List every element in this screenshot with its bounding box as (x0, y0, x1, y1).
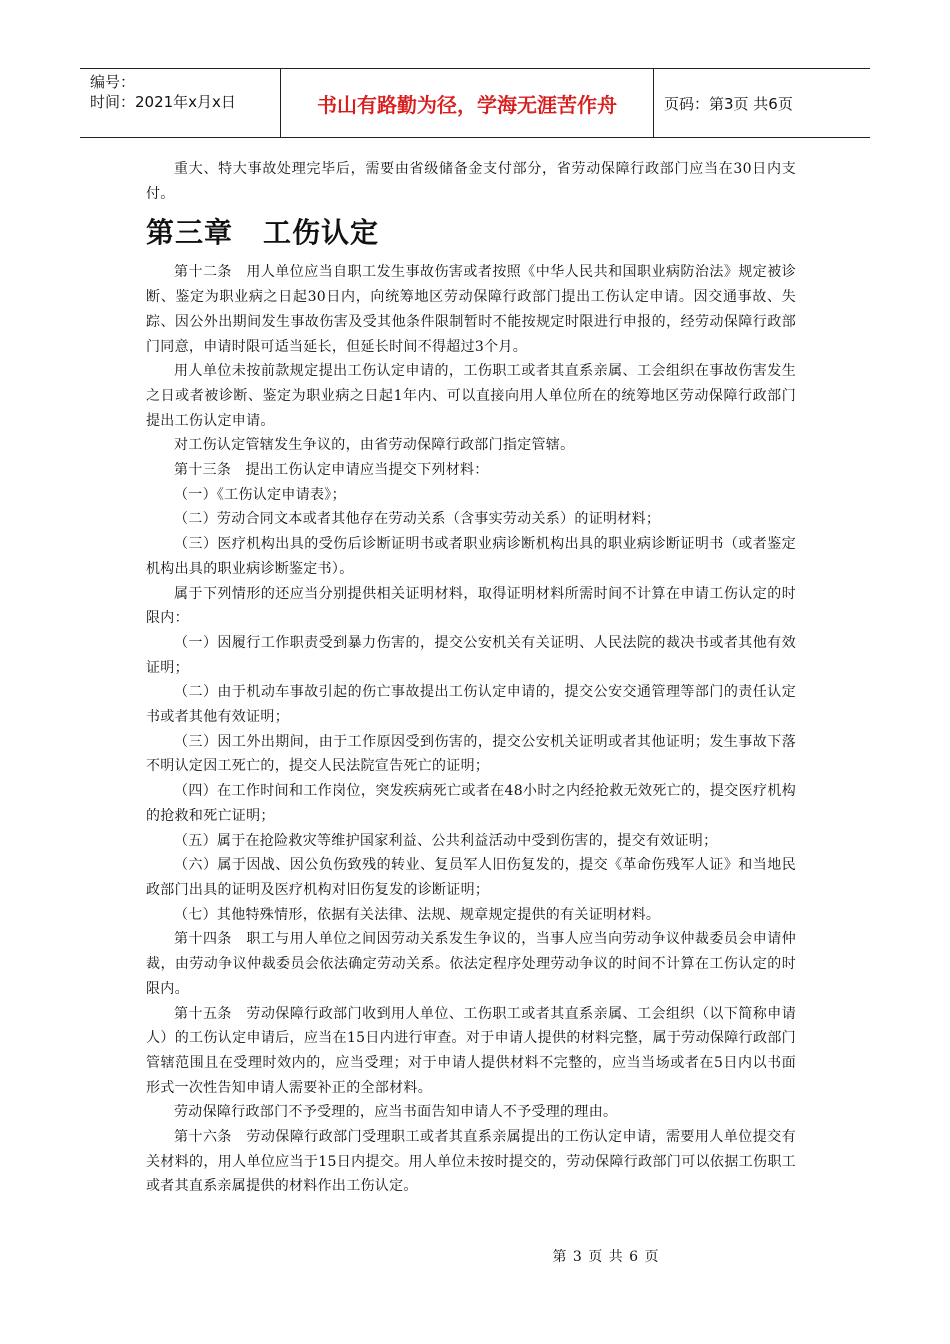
paragraph: （六）属于因战、因公负伤致残的转业、复员军人旧伤复发的，提交《革命伤残军人证》和当地民政部门出具的证明及医疗机构对旧伤复发的诊断证明； (146, 857, 796, 898)
paragraph: 劳动保障行政部门不予受理的，应当书面告知申请人不予受理的理由。 (174, 1104, 618, 1121)
paragraph: （四）在工作时间和工作岗位，突发疾病死亡或者在48小时之内经抢救无效死亡的，提交医疗机构的抢救和死亡证明； (146, 783, 796, 824)
header-meta (80, 69, 281, 137)
paragraph: 第十六条 劳动保障行政部门受理职工或者其直系亲属提出的工伤认定申请，需要用人单位提交有关材料的，用人单位应当于15日内提交。用人单位未按时提交的，劳动保障行政部门可以依据工伤职工或者其直系亲属提供的材料作出工伤认定。 (146, 1129, 796, 1195)
number-label: 编号： (90, 73, 136, 91)
paragraph: 对工伤认定管辖发生争议的，由省劳动保障行政部门指定管辖。 (174, 437, 575, 454)
header-motto: 书山有路勤为径，学海无涯苦作舟 (281, 69, 654, 137)
page-header (80, 68, 870, 138)
paragraph: 第十二条 用人单位应当自职工发生事故伤害或者按照《中华人民共和国职业病防治法》规定被诊断、鉴定为职业病之日起30日内，向统筹地区劳动保障行政部门提出工伤认定申请。因交通事故、失踪、因公外出期间发生事故伤害及受其他条件限制暂时不能按规定时限进行申报的，经劳动保障行政部门同意，申请时限可适当延长，但延长时间不得超过3个月。 (146, 264, 796, 355)
paragraph: 用人单位未按前款规定提出工伤认定申请的，工伤职工或者其直系亲属、工会组织在事故伤害发生之日或者被诊断、鉴定为职业病之日起1年内、可以直接向用人单位所在的统筹地区劳动保障行政部门提出工伤认定申请。 (146, 363, 796, 429)
paragraph: 属于下列情形的还应当分别提供相关证明材料，取得证明材料所需时间不计算在申请工伤认定的时限内： (146, 585, 796, 627)
paragraph: （一）《工伤认定申请表》； (174, 486, 346, 503)
chapter-number: 第三章 (146, 216, 234, 250)
intro-paragraph: 重大、特大事故处理完毕后，需要由省级储备金支付部分，省劳动保障行政部门应当在30日内支付。 (146, 161, 796, 202)
chapter-title: 工伤认定 (263, 216, 380, 250)
paragraph: （二）劳动合同文本或者其他存在劳动关系（含事实劳动关系）的证明材料； (174, 511, 661, 528)
chapter-heading (146, 210, 796, 256)
document-body (146, 157, 796, 1199)
paragraph: （三）因工外出期间，由于工作原因受到伤害的，提交公安机关证明或者其他证明；发生事故下落不明认定因工死亡的，提交人民法院宣告死亡的证明； (146, 733, 796, 775)
paragraph: （一）因履行工作职责受到暴力伤害的，提交公安机关有关证明、人民法院的裁决书或者其他有效证明； (146, 634, 796, 676)
date-label: 时间：2021年x月x日 (90, 93, 236, 111)
paragraph: （七）其他特殊情形，依据有关法律、法规、规章规定提供的有关证明材料。 (174, 906, 661, 923)
paragraph: （五）属于在抢险救灾等维护国家利益、公共利益活动中受到伤害的，提交有效证明； (174, 832, 718, 849)
header-page-info: 页码：第3页 共6页 (664, 94, 793, 113)
paragraph: 第十四条 职工与用人单位之间因劳动关系发生争议的，当事人应当向劳动争议仲裁委员会申请仲裁，由劳动争议仲裁委员会依法确定劳动关系。依法定程序处理劳动争议的时间不计算在工伤认定的时限内。 (146, 931, 796, 997)
page-footer: 第 3 页 共 6 页 (552, 1249, 660, 1265)
paragraph: （三）医疗机构出具的受伤后诊断证明书或者职业病诊断机构出具的职业病诊断证明书（或者鉴定机构出具的职业病诊断鉴定书）。 (146, 536, 796, 577)
paragraph: 第十五条 劳动保障行政部门收到用人单位、工伤职工或者其直系亲属、工会组织（以下简称申请人）的工伤认定申请后，应当在15日内进行审查。对于申请人提供的材料完整，属于劳动保障行政部门管辖范围且在受理时效内的，应当受理；对于申请人提供材料不完整的，应当当场或者在5日内以书面形式一次性告知申请人需要补正的全部材料。 (146, 1005, 796, 1096)
paragraph: （二）由于机动车事故引起的伤亡事故提出工伤认定申请的，提交公安交通管理等部门的责任认定书或者其他有效证明； (146, 684, 796, 726)
paragraph: 第十三条 提出工伤认定申请应当提交下列材料： (174, 462, 489, 479)
